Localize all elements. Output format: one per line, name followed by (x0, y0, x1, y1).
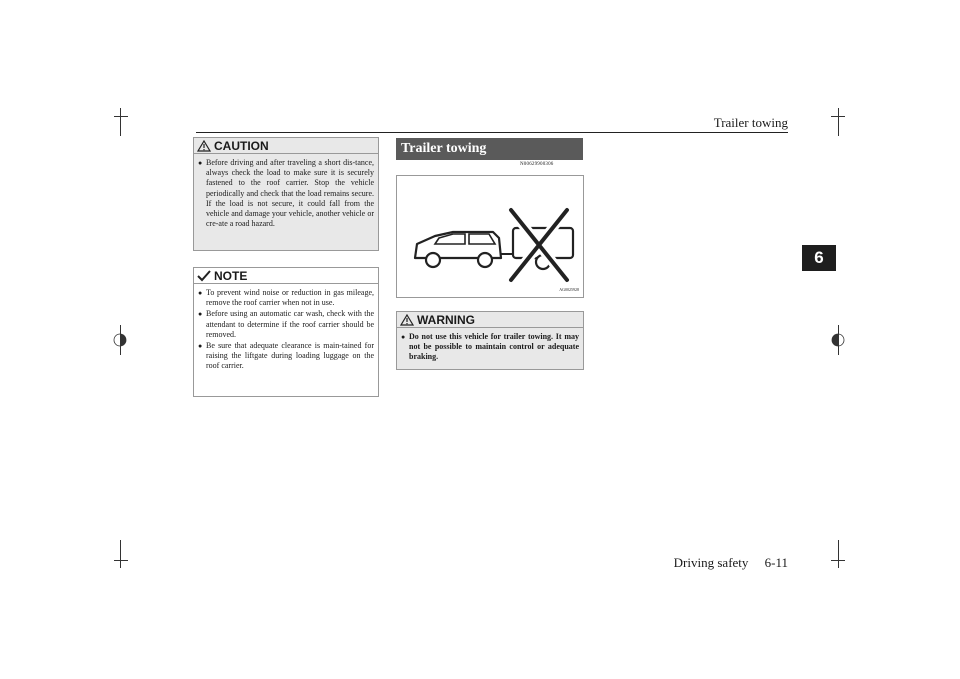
registration-target-icon (113, 333, 127, 347)
crop-mark (120, 540, 121, 568)
warning-list (397, 332, 583, 363)
list-item: ● Before driving and after traveling a short dis-tance, always check the load to make sure it is securely fastened to the roof carrier. Stop the vehicle periodically and check that the load remains secure. If the load is not secure, it could fall from the vehicle and damage your vehicle, another vehicle or cre-ate a road hazard. (198, 158, 374, 229)
bullet-icon: ● (198, 342, 203, 351)
caution-triangle-icon (197, 140, 211, 152)
crop-mark (120, 108, 121, 136)
bullet-icon: ● (198, 289, 203, 297)
note-list (194, 288, 378, 372)
list-item: ● To prevent wind noise or reduction in gas mileage, remove the roof carrier when not in use. (198, 288, 374, 308)
note-heading (194, 268, 378, 284)
header-rule (196, 132, 788, 133)
crop-mark (838, 540, 839, 568)
caution-box (193, 137, 379, 251)
crop-mark (831, 560, 845, 561)
caution-list (194, 158, 378, 229)
caution-heading (194, 138, 378, 154)
warning-heading (397, 312, 583, 328)
crop-mark (831, 116, 845, 117)
no-trailer-towing-illustration (397, 176, 583, 297)
list-item: ● Before using an automatic car wash, check with the attendant to determine if the roof carrier should be removed. (198, 309, 374, 339)
note-box (193, 267, 379, 397)
crop-mark (114, 560, 128, 561)
checkmark-icon (197, 270, 211, 282)
warning-triangle-icon (400, 314, 414, 326)
warning-box (396, 311, 584, 370)
registration-target-icon (831, 333, 845, 347)
caution-label: CAUTION (214, 138, 269, 153)
warning-label: WARNING (417, 312, 475, 327)
list-item: ● Do not use this vehicle for trailer towing. It may not be possible to maintain control or adequate braking. (401, 332, 579, 362)
crop-mark (838, 108, 839, 136)
crop-mark (114, 116, 128, 117)
page-header-title: Trailer towing (713, 115, 788, 130)
trailer-towing-figure (396, 175, 584, 298)
section-code: N00629900306 (520, 162, 554, 167)
bullet-icon: ● (198, 159, 203, 167)
bullet-icon: ● (401, 333, 406, 341)
bullet-icon: ● (198, 310, 203, 319)
section-title: Trailer towing (396, 138, 583, 160)
note-label: NOTE (214, 268, 248, 283)
list-item: ● Be sure that adequate clearance is main-tained for raising the liftgate during loading luggage on the roof carrier. (198, 341, 374, 371)
figure-code: AG0025928 (559, 287, 579, 292)
chapter-tab: 6 (802, 245, 836, 271)
page-footer: Driving safety 6-11 (673, 555, 788, 570)
